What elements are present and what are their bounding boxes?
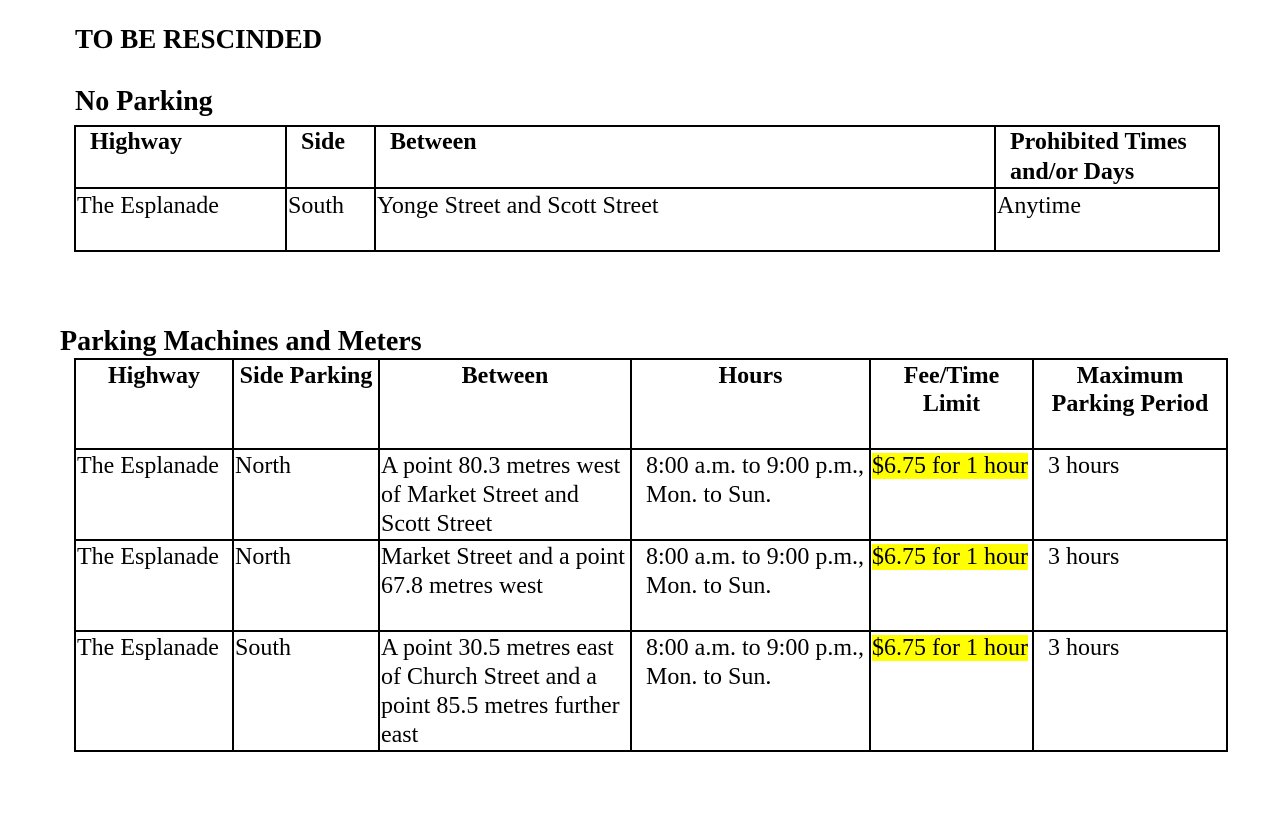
column-header-maximum-parking-period: Maximum Parking Period [1033,359,1227,449]
parking-meters-heading: Parking Machines and Meters [60,326,422,357]
cell-hours: 8:00 a.m. to 9:00 p.m., Mon. to Sun. [631,631,870,751]
cell-fee-time-limit [870,449,1033,540]
column-header-fee-time-limit: Fee/Time Limit [870,359,1033,449]
column-header-side-parking: Side Parking [233,359,379,449]
column-header-between: Between [379,359,631,449]
table-row [75,188,1219,251]
table-header-row [75,126,1219,188]
column-header-highway: Highway [75,126,286,188]
cell-maximum-parking-period: 3 hours [1033,449,1227,540]
no-parking-table [74,125,1220,252]
cell-highway: The Esplanade [75,188,286,251]
cell-between: Market Street and a point 67.8 metres west [379,540,631,631]
column-header-prohibited-times: Prohibited Times and/or Days [995,126,1219,188]
column-header-between: Between [375,126,995,188]
column-header-hours: Hours [631,359,870,449]
cell-highway: The Esplanade [75,449,233,540]
cell-side: South [286,188,375,251]
cell-between: A point 30.5 metres east of Church Street and a point 85.5 metres further east [379,631,631,751]
cell-highway: The Esplanade [75,540,233,631]
table-row [75,631,1227,751]
table-row [75,449,1227,540]
column-header-highway: Highway [75,359,233,449]
document-title: TO BE RESCINDED [75,24,323,54]
cell-fee-time-limit [870,631,1033,751]
fee-highlight: $6.75 for 1 hour [872,544,1028,570]
no-parking-heading: No Parking [75,86,213,117]
cell-between: A point 80.3 metres west of Market Street and Scott Street [379,449,631,540]
fee-highlight: $6.75 for 1 hour [872,635,1028,661]
cell-highway: The Esplanade [75,631,233,751]
table-row [75,540,1227,631]
parking-meters-table [74,358,1228,752]
cell-between: Yonge Street and Scott Street [375,188,995,251]
table-header-row [75,359,1227,449]
cell-side-parking: North [233,449,379,540]
column-header-side: Side [286,126,375,188]
cell-prohibited-times: Anytime [995,188,1219,251]
cell-maximum-parking-period: 3 hours [1033,540,1227,631]
cell-side-parking: North [233,540,379,631]
cell-side-parking: South [233,631,379,751]
cell-fee-time-limit [870,540,1033,631]
cell-hours: 8:00 a.m. to 9:00 p.m., Mon. to Sun. [631,540,870,631]
cell-hours: 8:00 a.m. to 9:00 p.m., Mon. to Sun. [631,449,870,540]
cell-maximum-parking-period: 3 hours [1033,631,1227,751]
fee-highlight: $6.75 for 1 hour [872,453,1028,479]
